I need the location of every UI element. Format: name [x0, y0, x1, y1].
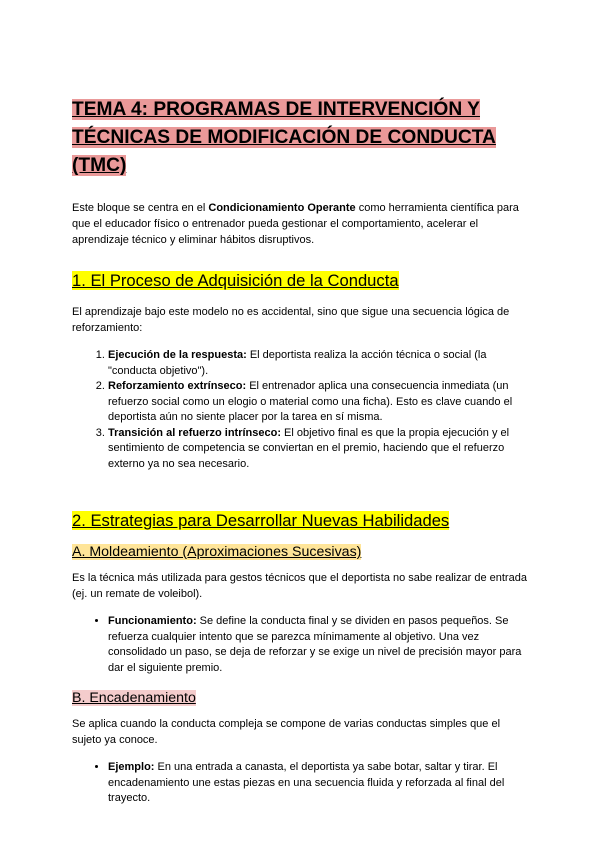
section2b-text: Se aplica cuando la conducta compleja se compone de varias conductas simples que el sujeto ya conoce.	[72, 718, 501, 746]
section2a-list	[72, 614, 528, 676]
intro-pre: Este bloque se centra en el	[72, 202, 209, 214]
section2a-heading	[72, 542, 528, 562]
intro-bold: Condicionamiento Operante	[208, 202, 356, 214]
list-item	[108, 760, 528, 807]
section2a-text: Es la técnica más utilizada para gestos técnicos que el deportista no sabe realizar de entrada (ej. un remate de voleibol).	[72, 572, 527, 600]
intro-post: como herramienta científica para que el educador físico o entrenador pueda gestionar el comportamiento, acelerar el aprendizaje técnico y eliminar hábitos disruptivos.	[72, 202, 519, 246]
list-item	[108, 426, 528, 473]
list-item-text: Se define la conducta final y se dividen en pasos pequeños. Se refuerza cualquier intento que se parezca mínimamente al objetivo. Una vez consolidado un paso, se deja de reforzar y se exige un nivel de precisión mayor para dar el siguiente premio.	[108, 615, 522, 674]
section2b-list	[72, 760, 528, 807]
title-text: TEMA 4: PROGRAMAS DE INTERVENCIÓN Y TÉCNICAS DE MODIFICACIÓN DE CONDUCTA (TMC)	[72, 99, 496, 176]
section1-heading	[72, 270, 528, 292]
list-item	[108, 348, 528, 379]
intro-paragraph	[72, 200, 528, 248]
section2b-heading	[72, 688, 528, 708]
section1-text: El aprendizaje bajo este modelo no es accidental, sino que sigue una secuencia lógica de reforzamiento:	[72, 306, 510, 334]
list-item-bold: Ejemplo:	[108, 761, 155, 773]
list-item-text: El deportista realiza la acción técnica o social (la "conducta objetivo").	[108, 349, 487, 377]
list-item-bold: Transición al refuerzo intrínseco:	[108, 426, 281, 439]
section2-heading-text: 2. Estrategias para Desarrollar Nuevas Habilidades	[72, 511, 450, 530]
section1-list	[72, 348, 528, 472]
list-item	[108, 379, 528, 426]
list-item	[108, 614, 528, 676]
document-title	[72, 96, 528, 180]
list-item-bold: Ejecución de la respuesta:	[108, 349, 247, 361]
document-page	[72, 96, 528, 807]
section2a-heading-text: A. Moldeamiento (Aproximaciones Sucesivas)	[72, 544, 362, 560]
list-item-text: En una entrada a canasta, el deportista ya sabe botar, saltar y tirar. El encadenamiento une estas piezas en una secuencia fluida y reforzada al final del trayecto.	[108, 761, 505, 804]
list-item-text: El objetivo final es que la propia ejecución y el sentimiento de competencia se conviertan en el premio, haciendo que el refuerzo externo ya no sea necesario.	[108, 426, 510, 470]
section2b-heading-text: B. Encadenamiento	[72, 690, 196, 706]
section2-heading	[72, 510, 528, 532]
list-item-text: El entrenador aplica una consecuencia inmediata (un refuerzo social como un elogio o material como una ficha). Esto es clave cuando el deportista aún no siente placer por la tarea en sí misma.	[108, 380, 513, 423]
section1-heading-text: 1. El Proceso de Adquisición de la Conducta	[72, 271, 399, 290]
list-item-bold: Reforzamiento extrínseco:	[108, 380, 247, 392]
list-item-bold: Funcionamiento:	[108, 615, 197, 627]
